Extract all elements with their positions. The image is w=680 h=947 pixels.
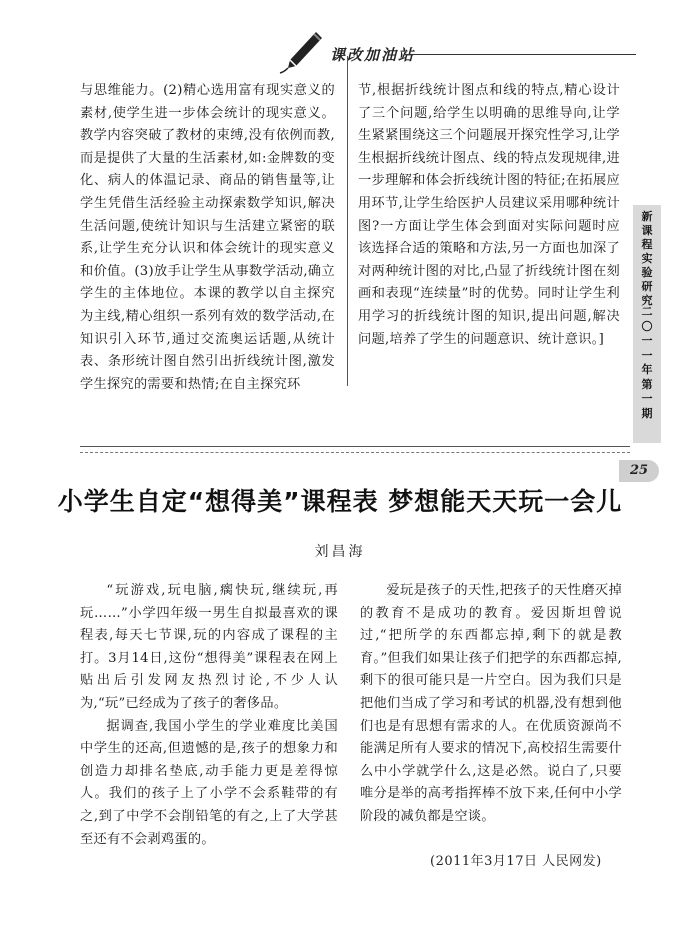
continued-text-left-column [80,80,335,396]
issue-label: 二〇一一年第一期 [641,305,653,420]
pen-nib-icon [278,28,324,74]
article-title: 小学生自定“想得美”课程表 梦想能天天玩一会儿 [57,487,623,516]
article-right-column [360,580,622,829]
section-title: 课改加油站 [330,46,416,64]
article-source: (2011年3月17日 人民网发) [430,854,602,869]
page-number: 25 [619,460,659,482]
continued-paragraph-right: 节,根据折线统计图点和线的特点,精心设计了三个问题,给学生以明确的思维导向,让学生紧紧围绕这三个问题展开探究性学习,让学生根据折线统计图点、线的特点发现规律,进一步理解和体会折线统计图的特征;在拓展应用环节,让学生给医护人员建议采用哪种统计图?一方面让学生体会到面对实际问题时应该选择合适的策略和方法,另一方面也加深了对两种统计图的对比,凸显了折线统计图在刻画和表现“连续量”时的优势。同时让学生利用学习的折线统计图的知识,提出问题,解决问题,培养了学生的问题意识、统计意识。] [358,83,620,347]
header-rule [404,54,636,55]
article-paragraph: 据调查,我国小学生的学业难度比美国中学生的还高,但遗憾的是,孩子的想象力和创造力却排名垫底,动手能力更是差得惊人。我们的孩子上了小学不会系鞋带的有之,到了中学不会削铅笔的有之,上了大学甚至还有不会剥鸡蛋的。 [80,718,338,847]
section-separator [80,446,630,453]
journal-name: 新课程实验研究 [641,210,653,307]
article-paragraph: “玩游戏,玩电脑,瘸快玩,继续玩,再玩……”小学四年级一男生自拟最喜欢的课程表,每天七节课,玩的内容成了课程的主打。3月14日,这份“想得美”课程表在网上贴出后引发网友热烈讨论,不少人认为,“玩”已经成为了孩子的奢侈品。 [80,583,338,711]
continued-paragraph-left: 与思维能力。(2)精心选用富有现实意义的素材,使学生进一步体会统计的现实意义。教学内容突破了教材的束缚,没有依例而教,而是提供了大量的生活素材,如:金牌数的变化、病人的体温记录、商品的销售量等,让学生凭借生活经验主动探索数学知识,解决生活问题,使统计知识与生活建立紧密的联系,让学生充分认识和体会统计的现实意义和价值。(3)放手让学生从事数学活动,确立学生的主体地位。本课的教学以自主探究为主线,精心组织一系列有效的数学活动,在知识引入环节,通过交流奥运话题,从统计表、条形统计图自然引出折线统计图,激发学生探究的需要和热情;在自主探究环 [80,83,335,392]
column-divider [347,56,348,386]
article-left-column [80,580,338,851]
article-paragraph: 爱玩是孩子的天性,把孩子的天性磨灭掉的教育不是成功的教育。爱因斯坦曾说过,“把所学的东西都忘掉,剩下的就是教育。”但我们如果让孩子们把学的东西都忘掉,剩下的很可能只是一片空白。因为我们只是把他们当成了学习和考试的机器,没有想到他们也是有思想有需求的人。在优质资源尚不能满足所有人要求的情况下,高校招生需要什么中小学就学什么,这是必然。说白了,只要唯分是举的高考指挥棒不放下来,任何中小学阶段的减负都是空谈。 [360,583,622,824]
page-header [0,28,680,78]
article-author: 刘昌海 [314,544,366,560]
continued-text-right-column [358,80,620,351]
